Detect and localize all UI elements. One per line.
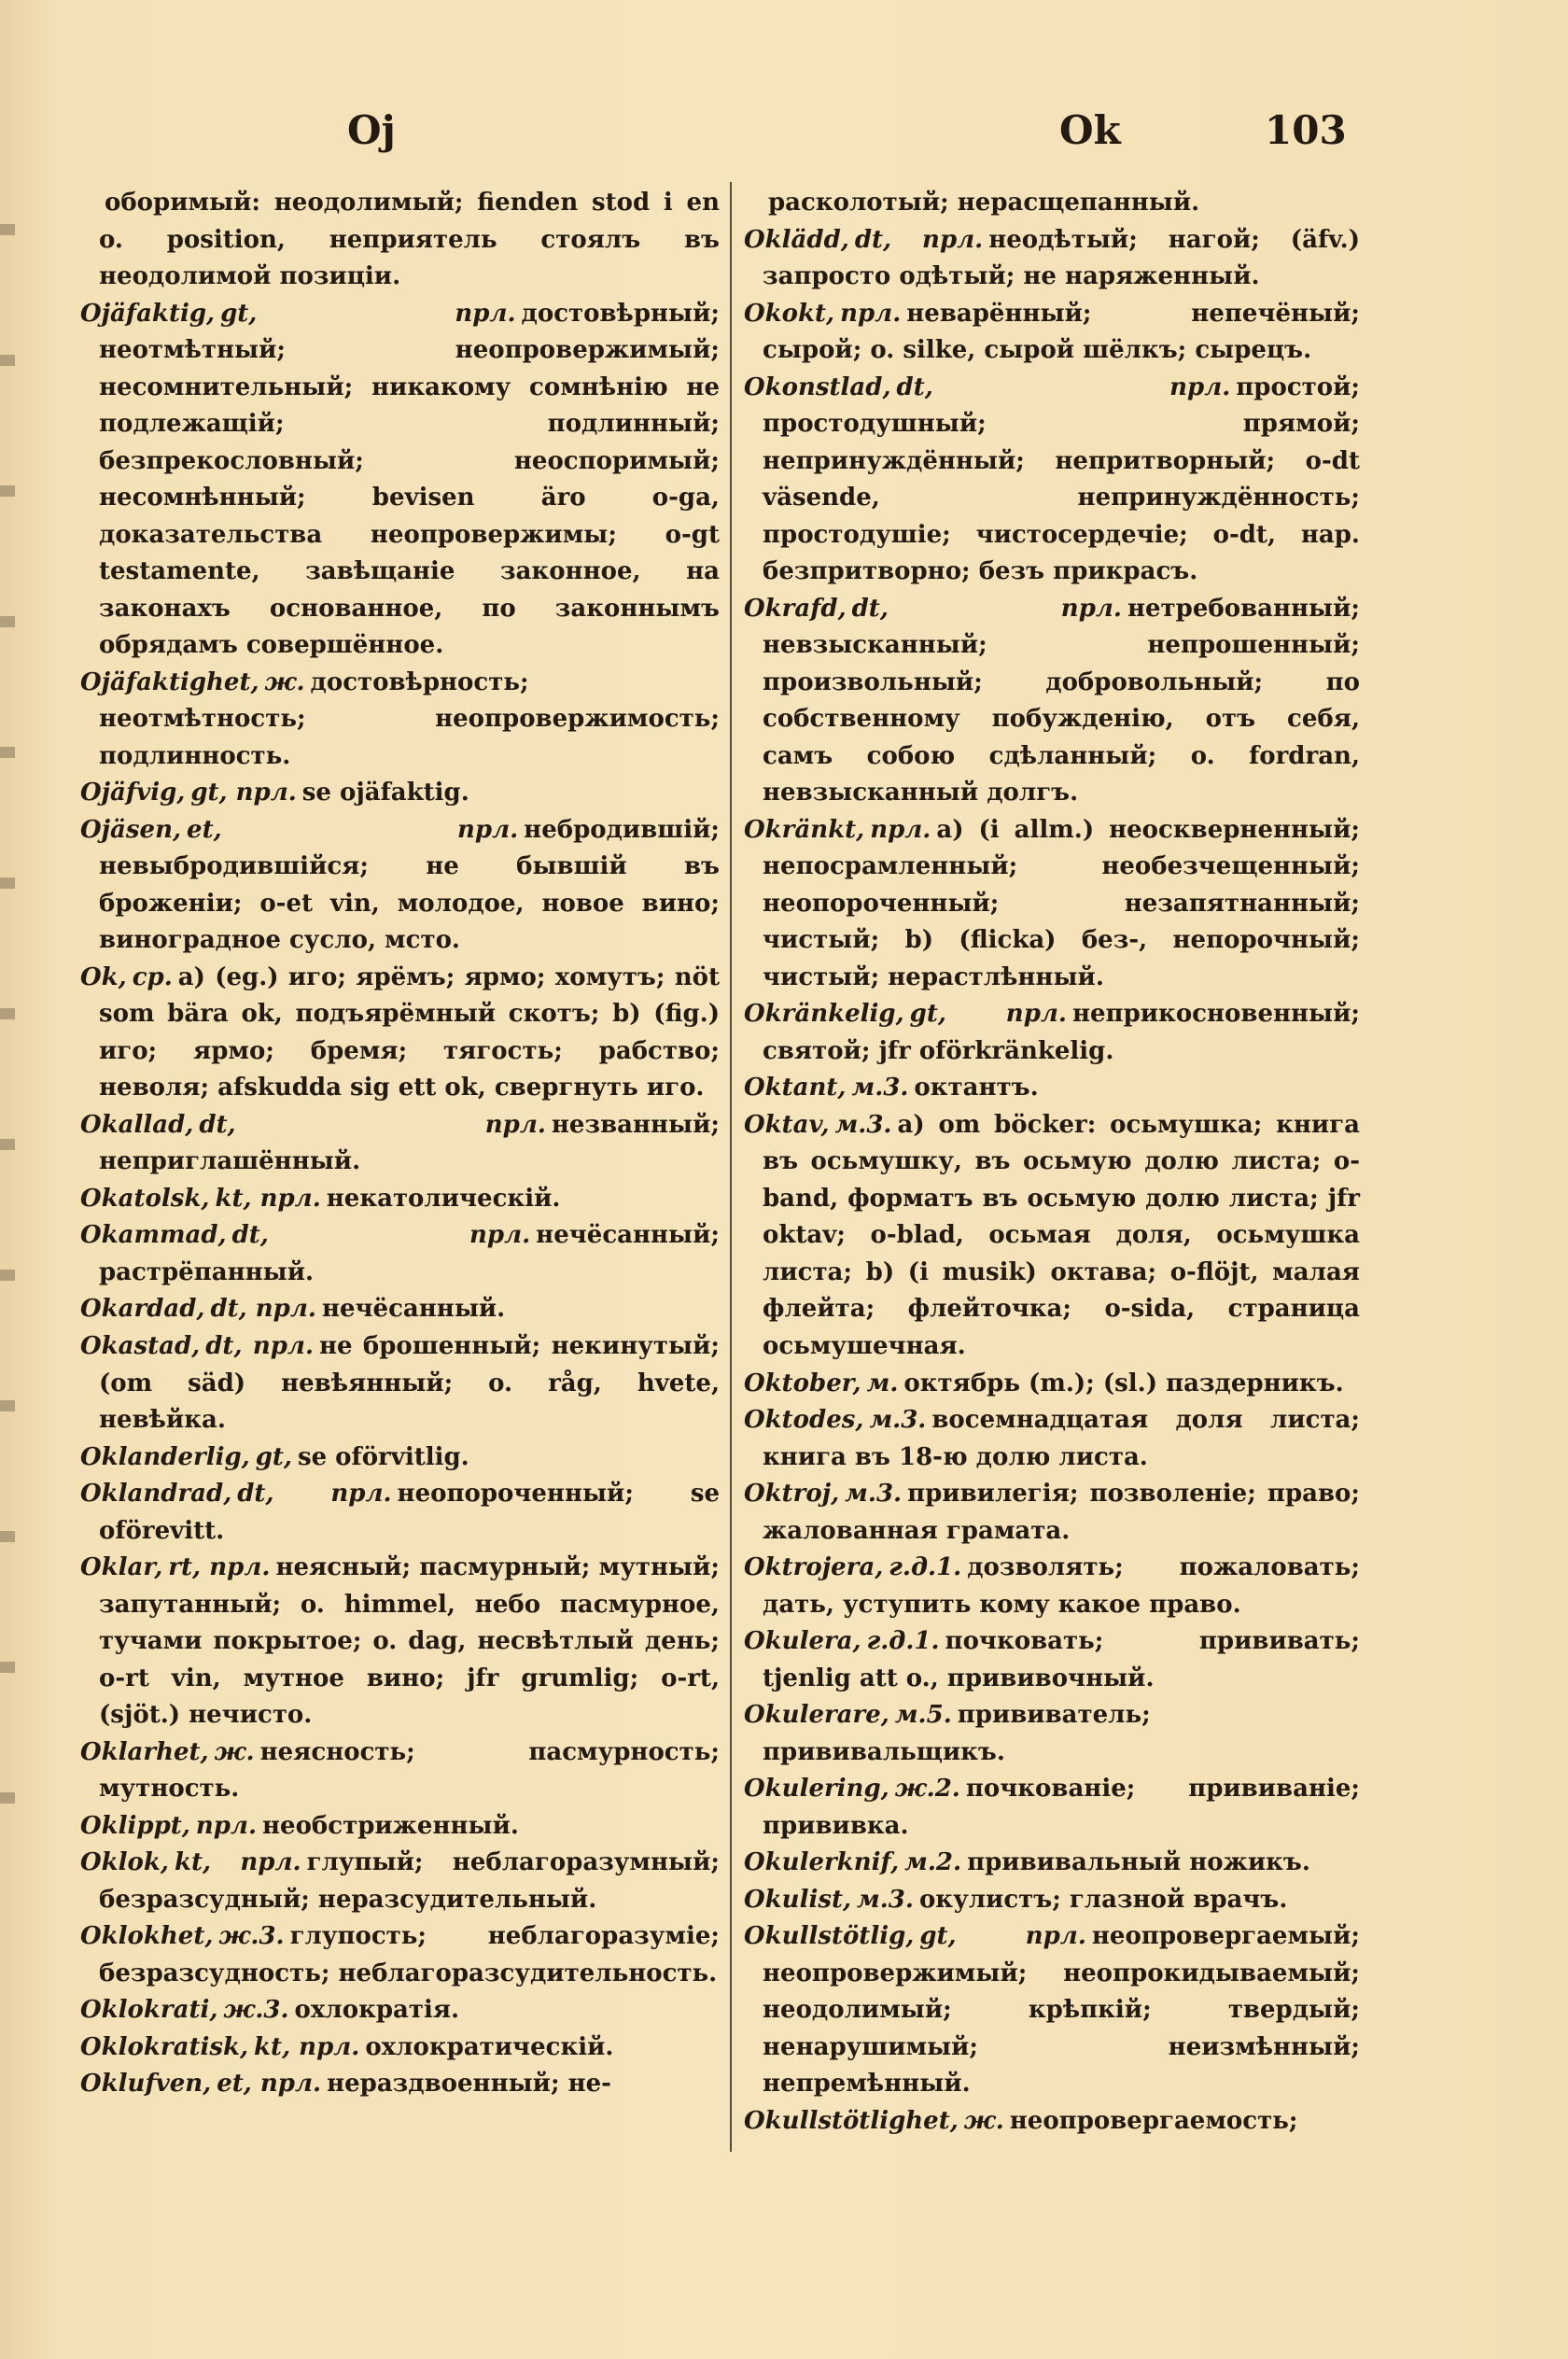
entry-grammar-label: rt, прл. [168, 1553, 271, 1582]
binding-edge [0, 168, 15, 1848]
entry-definition: se oförvitlig. [297, 1442, 469, 1471]
entry-grammar-label: dt, прл. [205, 1331, 314, 1360]
entry-definition: достовѣрность; неотмѣтность; неопровержимость; подлинность. [99, 667, 720, 770]
entry-grammar-label: gt, прл. [220, 299, 516, 328]
entry-grammar-label: dt, прл. [851, 594, 1122, 623]
entry-headword: Oklandrad, [80, 1480, 232, 1509]
entry-definition: глупость; неблагоразуміе; безразсудность; неблагоразсудительность. [99, 1922, 720, 1987]
entry-definition: октантъ. [914, 1074, 1039, 1102]
entry-headword: Ojäfaktig, [80, 299, 216, 328]
entry-definition: нераздвоенный; не- [327, 2070, 611, 2099]
dictionary-entry [744, 1070, 1360, 1107]
entry-headword: Okonstlad, [744, 372, 891, 401]
right-column [744, 185, 1360, 2140]
dictionary-entry [80, 812, 720, 960]
entry-grammar-label: dt, прл. [231, 1221, 531, 1250]
entry-definition: необстриженный. [262, 1811, 519, 1840]
entry-definition: некатолическій. [326, 1184, 561, 1213]
header-right-guide-word: Ok [1059, 107, 1121, 153]
entry-headword: Oktav, [744, 1110, 830, 1139]
dictionary-entry [80, 1550, 720, 1734]
entry-definition: неварённый; непечёный; сырой; o. silke, сырой шёлкъ; сырецъ. [763, 299, 1360, 365]
entry-headword: Okammad, [80, 1221, 227, 1250]
entry-headword: Okrafd, [744, 594, 847, 623]
entry-grammar-label: прл. [195, 1811, 258, 1840]
entry-definition: se ojäfaktig. [301, 779, 469, 807]
entry-grammar-label: ж. [214, 1737, 255, 1766]
dictionary-entry [80, 1439, 720, 1477]
entry-headword: Oklufven, [80, 2070, 212, 2099]
entry-grammar-label: dt, прл. [896, 372, 1231, 401]
entry-grammar-label: ж. [264, 667, 305, 696]
dictionary-entry [744, 1107, 1360, 1366]
entry-headword: Oklokhet, [80, 1922, 214, 1951]
dictionary-entry [744, 1771, 1360, 1845]
entry-headword: Oktrojera, [744, 1553, 884, 1582]
entry-grammar-label: ж.2. [894, 1775, 960, 1804]
entry-definition: неопровергаемость; [1009, 2106, 1298, 2135]
entry-grammar-label: dt, прл. [854, 225, 984, 254]
entry-grammar-label: прл. [840, 299, 902, 328]
column-divider [730, 182, 732, 2152]
entry-definition: привилегія; позволеніе; право; жалованная грамата. [763, 1480, 1360, 1545]
dictionary-entry [744, 1845, 1360, 1882]
entry-headword: Okulerknif, [744, 1848, 900, 1877]
dictionary-entry [80, 960, 720, 1107]
entry-headword: Okastad, [80, 1331, 201, 1360]
dictionary-entry [80, 185, 720, 296]
entry-grammar-label: м.3. [851, 1074, 909, 1102]
dictionary-entry [744, 1550, 1360, 1623]
dictionary-entry [744, 1402, 1360, 1476]
entry-definition: прививальный ножикъ. [967, 1848, 1310, 1877]
dictionary-entry [744, 1882, 1360, 1919]
entry-grammar-label: г.д.1. [889, 1553, 962, 1582]
entry-headword: Okulering, [744, 1775, 889, 1804]
entry-definition: восемнадцатая доля листа; книга въ 18-ю долю листа. [763, 1406, 1360, 1471]
entry-grammar-label: м.3. [834, 1110, 892, 1139]
entry-definition: неясность; пасмурность; мутность. [99, 1737, 720, 1804]
entry-headword: Okallad, [80, 1110, 194, 1139]
entry-headword: Oklar, [80, 1553, 163, 1582]
header-left-guide-word: Oj [347, 107, 396, 153]
entry-headword: Okardad, [80, 1295, 205, 1324]
dictionary-entry [80, 1328, 720, 1439]
entry-headword: Okulera, [744, 1627, 861, 1656]
entry-grammar-label: dt, прл. [210, 1295, 316, 1324]
dictionary-entry [744, 2103, 1360, 2141]
entry-headword: Ojäfvig, [80, 779, 186, 807]
dictionary-entry [80, 1291, 720, 1328]
entry-headword: Oktroj, [744, 1480, 840, 1509]
dictionary-entry [744, 996, 1360, 1070]
dictionary-entry [80, 1808, 720, 1846]
entry-headword: Ok, [80, 962, 127, 991]
entry-grammar-label: ж. [963, 2106, 1004, 2135]
entry-definition: неодѣтый; нагой; (äfv.) запросто одѣтый; не наряженный. [763, 225, 1360, 291]
entry-definition: a) (eg.) иго; ярёмъ; ярмо; хомутъ; nöt som bära ok, подъярёмный скотъ; b) (fig.) иго; ярмо; бремя; тягость; рабство; неволя; afskudda sig ett ok, свергнуть иго. [99, 962, 720, 1102]
entry-grammar-label: kt, прл. [215, 1184, 321, 1213]
entry-definition: дозволять; пожаловать; дать, уступить кому какое право. [763, 1553, 1360, 1619]
dictionary-entry [80, 1734, 720, 1808]
entry-definition: охлократическій. [365, 2032, 614, 2061]
entry-definition: неопороченный; se oförevitt. [99, 1480, 720, 1545]
entry-headword: Okränkelig, [744, 1000, 904, 1029]
entry-grammar-label: м.3. [845, 1480, 903, 1509]
entry-definition: достовѣрный; неотмѣтный; неопровержимый; несомнительный; никакому сомнѣнію не подлежащій; подлинный; безпрекословный; неоспоримый; несомнѣнный; bevisen äro o-ga, доказательства неопровержимы; o-gt testamente, завѣщаніе законное, на законахъ основанное, по законнымъ обрядамъ совершённое. [99, 299, 720, 660]
entry-headword: Oklippt, [80, 1811, 190, 1840]
entry-grammar-label: kt, прл. [254, 2032, 360, 2061]
entry-headword: Okulerare, [744, 1701, 889, 1730]
dictionary-entry [744, 1918, 1360, 2103]
entry-headword: Oklädd, [744, 225, 849, 254]
entry-definition: октябрь (m.); (sl.) паздерникъ. [903, 1369, 1344, 1397]
entry-definition: a) (i allm.) неоскверненный; непосрамленный; необезчещенный; неопороченный; незапятнанный; чистый; b) (flicka) без-, непорочный; чистый; нерастлѣнный. [763, 815, 1360, 991]
entry-grammar-label: м.3. [869, 1406, 927, 1435]
entry-headword: Okränkt, [744, 815, 865, 844]
dictionary-entry [744, 1476, 1360, 1550]
entry-grammar-label: dt, прл. [199, 1110, 546, 1139]
entry-definition: неприкосновенный; святой; jfr oförkränkelig. [763, 1000, 1360, 1065]
entry-definition: не брошенный; некинутый; (om säd) невѣянный; o. råg, hvete, невѣйка. [99, 1331, 720, 1435]
entry-grammar-label: gt, прл. [909, 1000, 1067, 1029]
dictionary-entry [744, 222, 1360, 296]
entry-grammar-label: м.2. [904, 1848, 962, 1877]
entry-grammar-label: gt, прл. [190, 779, 297, 807]
dictionary-entry [80, 2066, 720, 2103]
entry-grammar-label: прл. [870, 815, 931, 844]
entry-definition: почковать; прививать; tjenlig att o., прививочный. [763, 1627, 1360, 1692]
dictionary-entry [744, 185, 1360, 222]
entry-headword: Oktodes, [744, 1406, 864, 1435]
entry-grammar-label: ср. [132, 962, 173, 991]
entry-definition: прививатель; прививальщикъ. [763, 1701, 1151, 1766]
entry-definition: расколотый; нерасщепанный. [768, 189, 1200, 217]
entry-grammar-label: dt, прл. [237, 1480, 392, 1509]
entry-definition: охлократія. [294, 1996, 460, 2025]
entry-grammar-label: м.5. [894, 1701, 952, 1730]
entry-headword: Okullstötlighet, [744, 2106, 959, 2135]
entry-grammar-label: kt, прл. [174, 1848, 301, 1877]
entry-grammar-label: м. [866, 1369, 899, 1397]
entry-definition: глупый; неблагоразумный; безразсудный; неразсудительный. [99, 1848, 720, 1914]
entry-grammar-label: gt, [255, 1442, 292, 1471]
dictionary-entry [80, 2029, 720, 2067]
entry-definition: неопровергаемый; неопровержимый; неопрокидываемый; неодолимый; крѣпкій; твердый; ненарушимый; неизмѣнный; непремѣнный. [763, 1922, 1360, 2099]
dictionary-entry [80, 1992, 720, 2029]
entry-grammar-label: et, прл. [217, 2070, 322, 2099]
entry-headword: Oktant, [744, 1074, 847, 1102]
entry-definition: a) om böcker: осьмушка; книга въ осьмушку, въ осьмую долю листа; o-band, форматъ въ осьмую долю листа; jfr oktav; o-blad, осьмая доля, осьмушка листа; b) (i musik) октава; o-flöjt, малая флейта; флейточка; o-sida, страница осьмушечная. [763, 1110, 1360, 1360]
entry-headword: Oktober, [744, 1369, 861, 1397]
dictionary-entry [744, 1623, 1360, 1697]
dictionary-entry [744, 591, 1360, 812]
entry-definition: нечёсанный; растрёпанный. [99, 1221, 720, 1286]
dictionary-entry [80, 1107, 720, 1181]
entry-definition: нетребованный; невзысканный; непрошенный; произвольный; добровольный; по собственному побужденію, отъ себя, самъ собою сдѣланный; o. fordran, невзысканный долгъ. [763, 594, 1360, 807]
entry-headword: Oklanderlig, [80, 1442, 250, 1471]
dictionary-entry [744, 296, 1360, 370]
dictionary-entry [744, 812, 1360, 997]
page-header [0, 107, 1568, 163]
entry-grammar-label: ж.3. [223, 1996, 289, 2025]
entry-grammar-label: м.3. [857, 1885, 914, 1914]
entry-headword: Okulist, [744, 1885, 852, 1914]
entry-definition: незванный; неприглашённый. [99, 1110, 720, 1176]
entry-headword: Oklarhet, [80, 1737, 209, 1766]
dictionary-entry [744, 1366, 1360, 1403]
entry-headword: Ojäfaktighet, [80, 667, 259, 696]
dictionary-entry [80, 1845, 720, 1918]
entry-definition: нечёсанный. [321, 1295, 506, 1324]
dictionary-entry [80, 1476, 720, 1550]
entry-headword: Ojäsen, [80, 815, 182, 844]
entry-grammar-label: gt, прл. [919, 1922, 1086, 1951]
left-column [80, 185, 720, 2103]
dictionary-entry [80, 775, 720, 812]
dictionary-entry [744, 370, 1360, 591]
entry-definition: почкованіе; прививаніе; прививка. [763, 1775, 1360, 1840]
entry-headword: Oklokratisk, [80, 2032, 249, 2061]
dictionary-entry [80, 1181, 720, 1218]
entry-headword: Oklok, [80, 1848, 169, 1877]
page-number: 103 [1265, 107, 1347, 153]
entry-definition: оборимый: неодолимый; fienden stod i en o. position, неприятель стоялъ въ неодолимой позиціи. [99, 189, 720, 291]
entry-definition: неясный; пасмурный; мутный; запутанный; o. himmel, небо пасмурное, тучами покрытое; o. dag, несвѣтлый день; o-rt vin, мутное вино; jfr grumlig; o-rt, (sjöt.) нечисто. [99, 1553, 720, 1730]
dictionary-entry [80, 296, 720, 665]
dictionary-entry [80, 1918, 720, 1992]
entry-headword: Oklokrati, [80, 1996, 218, 2025]
dictionary-entry [80, 665, 720, 776]
dictionary-entry [80, 1217, 720, 1291]
entry-definition: простой; простодушный; прямой; непринуждённый; непритворный; o-dt väsende, непринуждённость; простодушіе; чистосердечіе; o-dt, нар. безпритворно; безъ прикрасъ. [763, 372, 1360, 586]
entry-grammar-label: г.д.1. [866, 1627, 940, 1656]
entry-grammar-label: ж.3. [218, 1922, 285, 1951]
entry-headword: Okullstötlig, [744, 1922, 915, 1951]
entry-headword: Okatolsk, [80, 1184, 210, 1213]
dictionary-entry [744, 1697, 1360, 1771]
entry-grammar-label: et, прл. [187, 815, 519, 844]
entry-definition: небродившій; невыбродившійся; не бывшій въ броженіи; o-et vin, молодое, новое вино; виноградное сусло, мсто. [99, 815, 720, 955]
entry-definition: окулистъ; глазной врачъ. [918, 1885, 1288, 1914]
entry-headword: Okokt, [744, 299, 835, 328]
